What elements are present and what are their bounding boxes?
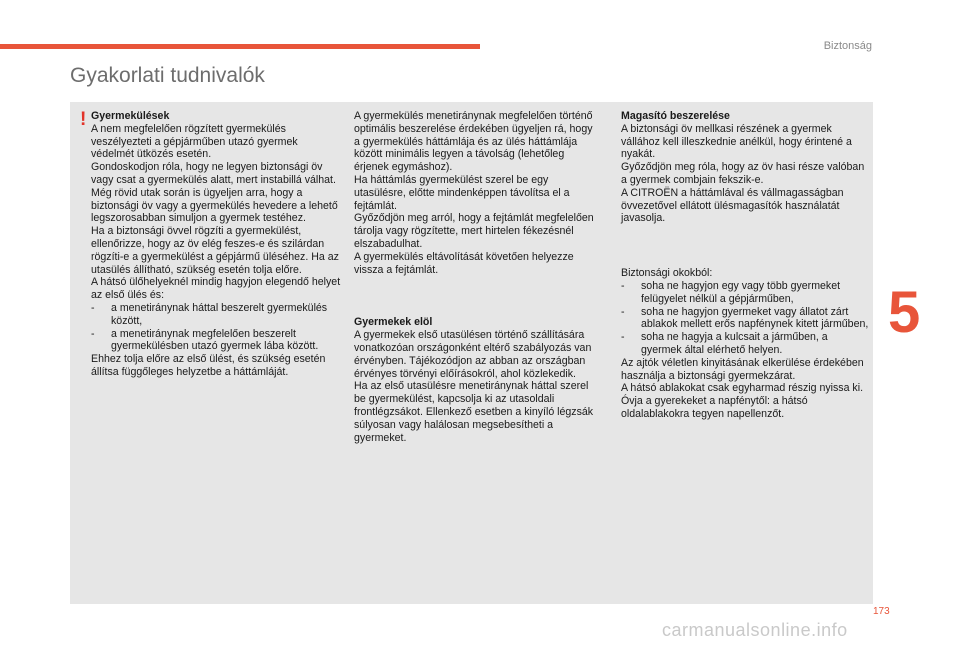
paragraph: Ha a biztonsági övvel rögzíti a gyermekülést, ellenőrizze, hogy az öv elég feszes-e és szilárdan rögzíti-e a gyermekülést a gépjármű üléséhez. Ha az utasülés állítható, szükség esetén tolja előre. xyxy=(91,225,339,276)
list-item: - a menetiránynak megfelelően beszerelt gyermekülésben utazó gyermek lába között. xyxy=(91,327,319,353)
chapter-number: 5 xyxy=(888,280,921,345)
page-title: Gyakorlati tudnivalók xyxy=(70,64,265,87)
paragraph: A hátsó ablakokat csak egyharmad részig nyissa ki. xyxy=(621,382,864,395)
paragraph: Ha háttámlás gyermekülést szerel be egy utasülésre, előtte mindenképpen távolítsa el a fejtámlát. xyxy=(354,173,570,212)
section-label: Biztonság xyxy=(823,40,872,52)
heading-children-front: Gyermekek elöl xyxy=(354,316,433,329)
paragraph: A biztonsági öv mellkasi részének a gyermek vállához kell illeszkednie anélkül, hogy érintené a nyakát. xyxy=(621,122,852,161)
paragraph: A gyermekek első utasülésen történő szállítására vonatkozóan országonként eltérő szabályozás van érvényben. Tájékozódjon az abban az országban érvényes törvényi előírásokról, ahol közlekedik. xyxy=(354,329,592,380)
paragraph: Győződjön meg róla, hogy az öv hasi része valóban a gyermek combjain fekszik-e. xyxy=(621,161,865,186)
bullet-list xyxy=(91,302,343,353)
paragraph: Biztonsági okokból: xyxy=(621,267,713,280)
paragraph: A CITROËN a háttámlával és vállmagasságban övvezetővel ellátott ülésmagasítók használatát javasolja. xyxy=(621,186,844,225)
list-item: - soha ne hagyjon gyermeket vagy állatot zárt ablakok mellett erős napfénynek kitett járműben, xyxy=(621,305,869,331)
paragraph: Még rövid utak során is ügyeljen arra, hogy a biztonsági öv vagy a gyermekülés hevedere a lehető legszorosabban simuljon a gyermek testéhez. xyxy=(91,186,338,225)
bullet-list xyxy=(621,280,871,357)
paragraph: A gyermekülés menetiránynak megfelelően történő optimális beszerelése érdekében ügyeljen rá, hogy a gyermekülés háttámlája és az ülés háttámlája között minimális legyen a távolság (lehetőleg érjenek egymáshoz). xyxy=(354,110,593,174)
watermark: carmanualsonline.info xyxy=(662,620,848,640)
list-item: - a menetiránynak háttal beszerelt gyermekülés között, xyxy=(91,301,328,327)
paragraph: Ha az első utasülésre menetiránynak háttal szerel be gyermekülést, kapcsolja ki az utasoldali frontlégzsákot. Ellenkező esetben a kinyíló légzsák súlyosan vagy halálosan megsebesítheti a gyermeket. xyxy=(354,380,594,444)
column-booster xyxy=(621,110,871,421)
list-item: - soha ne hagyjon egy vagy több gyermeket felügyelet nélkül a gépjárműben, xyxy=(621,279,841,305)
paragraph: Győződjön meg arról, hogy a fejtámlát megfelelően tárolja vagy rögzítette, mert hirtelen fékezésnél elszabadulhat. xyxy=(354,212,594,250)
paragraph: Az ajtók véletlen kinyitásának elkerülése érdekében használja a biztonsági gyermekzárat. xyxy=(621,356,864,382)
list-item: - soha ne hagyja a kulcsait a járműben, a gyermek által elérhető helyen. xyxy=(621,331,828,356)
page-number: 173 xyxy=(873,606,890,617)
column-child-seats xyxy=(91,110,343,379)
paragraph: A gyermekülés eltávolítását követően helyezze vissza a fejtámlát. xyxy=(354,250,574,276)
accent-bar xyxy=(0,44,480,49)
paragraph: Gondoskodjon róla, hogy ne legyen biztonsági öv vagy csat a gyermekülés alatt, mert instabillá válhat. xyxy=(91,161,336,186)
heading-child-seats: Gyermekülések xyxy=(91,110,170,122)
paragraph: A hátsó ülőhelyeknél mindig hagyjon elegendő helyet az első ülés és: xyxy=(91,276,341,302)
warning-icon: ! xyxy=(80,109,87,130)
paragraph: Ehhez tolja előre az első ülést, és szükség esetén állítsa függőleges helyzetbe a háttámláját. xyxy=(91,353,326,378)
heading-booster: Magasító beszerelése xyxy=(621,110,730,122)
column-headrest xyxy=(354,110,600,444)
paragraph: A nem megfelelően rögzített gyermekülés veszélyezteti a gépjárműben utazó gyermek védelmét ütközés esetén. xyxy=(91,122,298,161)
paragraph: Óvja a gyerekeket a napfénytől: a hátsó oldalablakokra tegyen napellenzőt. xyxy=(621,395,808,420)
